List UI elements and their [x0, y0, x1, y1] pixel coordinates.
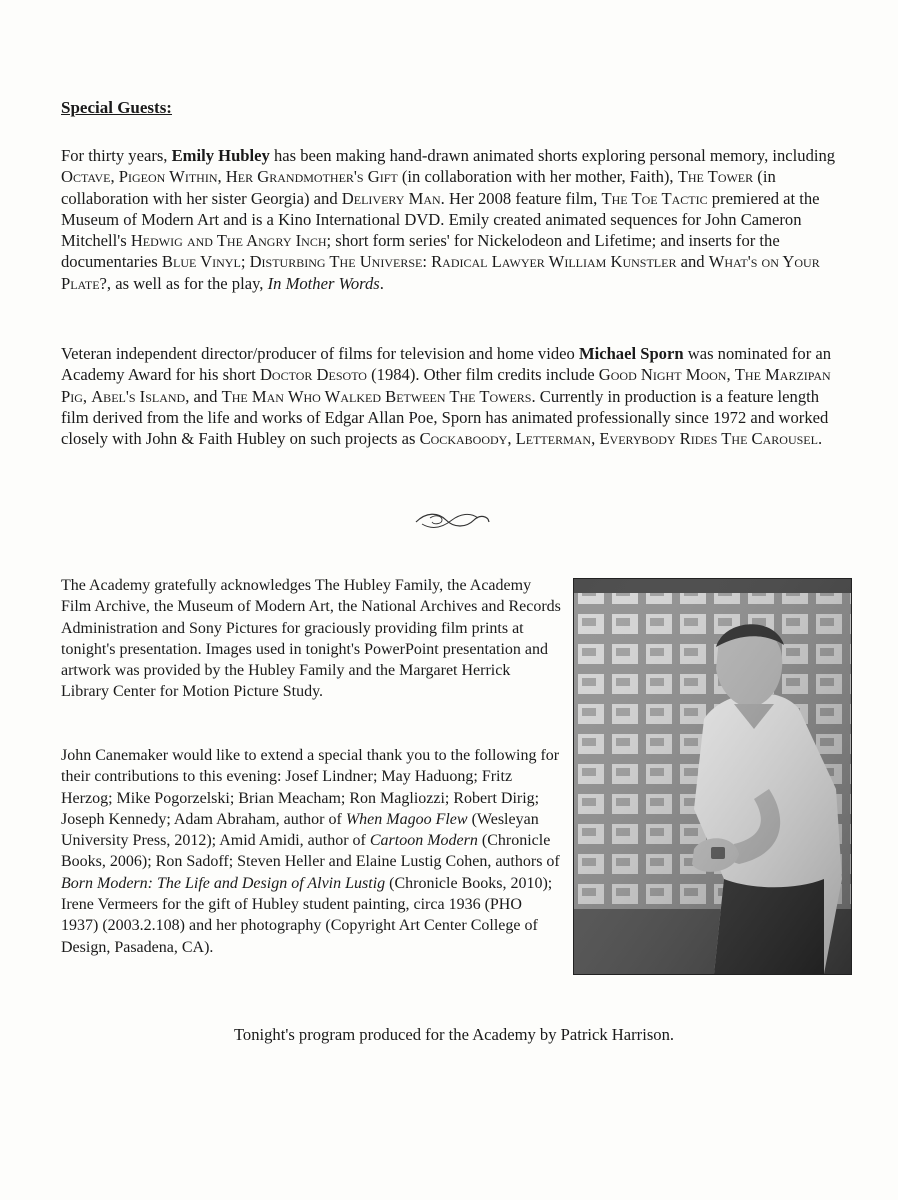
- text: (Chronicle Books, 2006); Ron Sadoff; Steven Heller and Elaine Lustig Cohen, authors of: [61, 832, 560, 871]
- film-title: Octave: [61, 167, 111, 187]
- text: For thirty years,: [61, 146, 172, 165]
- film-title: Hedwig and The Angry Inch: [130, 231, 327, 251]
- play-title: In Mother Words: [267, 273, 380, 293]
- text: (in collaboration with her mother, Faith),: [397, 167, 678, 187]
- film-title: Pigeon Within: [118, 167, 218, 187]
- text: Veteran independent director/producer of films for television and home video: [61, 344, 579, 363]
- flourish-ornament: [412, 508, 492, 532]
- text: ,: [507, 429, 516, 449]
- film-title: Abel's Island: [91, 386, 186, 406]
- acknowledgements: The Academy gratefully acknowledges The Hubley Family, the Academy Film Archive, the Museum of Modern Art, the National Archives and Records Administration and Sony Pictures for graciously providing film prints at tonight's presentation. Images used in tonight's PowerPoint presentation and artwork was provided by the Hubley Family and the Margaret Herrick Library Center for Motion Picture Study.: [61, 577, 561, 701]
- guest-name: Emily Hubley: [171, 146, 270, 165]
- michael-sporn-bio: [61, 343, 841, 449]
- guest-name: Michael Sporn: [578, 344, 684, 363]
- text: . Her 2008 feature film,: [440, 188, 602, 208]
- text: ,: [110, 167, 119, 187]
- film-title: Disturbing The Universe: Radical Lawyer William Kunstler: [249, 252, 677, 272]
- text: has been making hand-drawn animated shorts exploring personal memory, including: [269, 146, 836, 165]
- text: , as well as for the play,: [106, 273, 268, 293]
- film-title: Doctor Desoto: [259, 365, 367, 385]
- film-title: The Marzipan Pig: [61, 365, 831, 406]
- film-title: Cockaboody: [419, 429, 508, 449]
- text: John Canemaker would like to extend a special thank you to the following for their contributions to this evening: Josef Lindner; May Haduong; Fritz Herzog; Mike Pogorzelski; Brian Meacham; Ron Magliozzi; Robert Dirig; Joseph Kennedy; Adam Abraham, author of: [61, 747, 560, 828]
- photo-image: [574, 579, 851, 974]
- text: .: [817, 429, 823, 449]
- text: and: [676, 252, 709, 272]
- film-title: Her Grandmother's Gift: [225, 167, 398, 187]
- book-title: Born Modern: The Life and Design of Alvin Lustig: [61, 874, 386, 892]
- text: (Chronicle Books, 2010); Irene Vermeers for the gift of Hubley student painting, circa 1936 (PHO 1937) (2003.2.108) and her photography (Copyright Art Center College of Design, Pasadena, CA).: [61, 874, 553, 956]
- film-title: Good Night Moon: [598, 365, 727, 385]
- film-title: The Toe Tactic: [601, 188, 708, 208]
- producer-credit: Tonight's program produced for the Academy by Patrick Harrison.: [233, 1025, 675, 1044]
- emily-hubley-bio: [61, 145, 841, 294]
- text: ,: [591, 429, 600, 449]
- text: was nominated for an Academy Award for his short: [61, 344, 832, 385]
- text: . Currently in production is a feature length film derived from the life and works of Edgar Allan Poe, Sporn has animated professionally since 1972 and worked closely with John & Faith Hubley on such projects as: [61, 386, 829, 449]
- film-title: Delivery Man: [341, 188, 441, 208]
- film-title: The Man Who Walked Between The Towers: [221, 386, 532, 406]
- book-title: When Magoo Flew: [345, 810, 468, 828]
- photograph: [573, 578, 852, 975]
- film-title: What's on Your Plate?: [61, 252, 820, 293]
- text: .: [379, 273, 384, 293]
- film-title: Letterman: [515, 429, 592, 449]
- film-title: The Tower: [677, 167, 754, 187]
- text: ;: [240, 252, 250, 272]
- film-title: Everybody Rides The Carousel: [599, 429, 818, 449]
- section-heading: Special Guests:: [61, 98, 172, 117]
- text: (in collaboration with her sister Georgia) and: [61, 167, 776, 208]
- text: premiered at the Museum of Modern Art and is a Kino International DVD. Emily created animated sequences for John Cameron Mitchell's: [61, 188, 820, 251]
- text: ; short form series' for Nickelodeon and Lifetime; and inserts for the documentaries: [61, 231, 780, 272]
- text: , and: [185, 386, 222, 406]
- text: ,: [726, 365, 735, 385]
- text: ,: [82, 386, 92, 406]
- text: (Wesleyan University Press, 2012); Amid Amidi, author of: [61, 810, 539, 850]
- book-title: Cartoon Modern: [369, 832, 478, 850]
- thank-you-note: [61, 745, 561, 958]
- text: (1984). Other film credits include: [366, 365, 599, 385]
- film-title: Blue Vinyl: [161, 252, 241, 272]
- text: ,: [217, 167, 226, 187]
